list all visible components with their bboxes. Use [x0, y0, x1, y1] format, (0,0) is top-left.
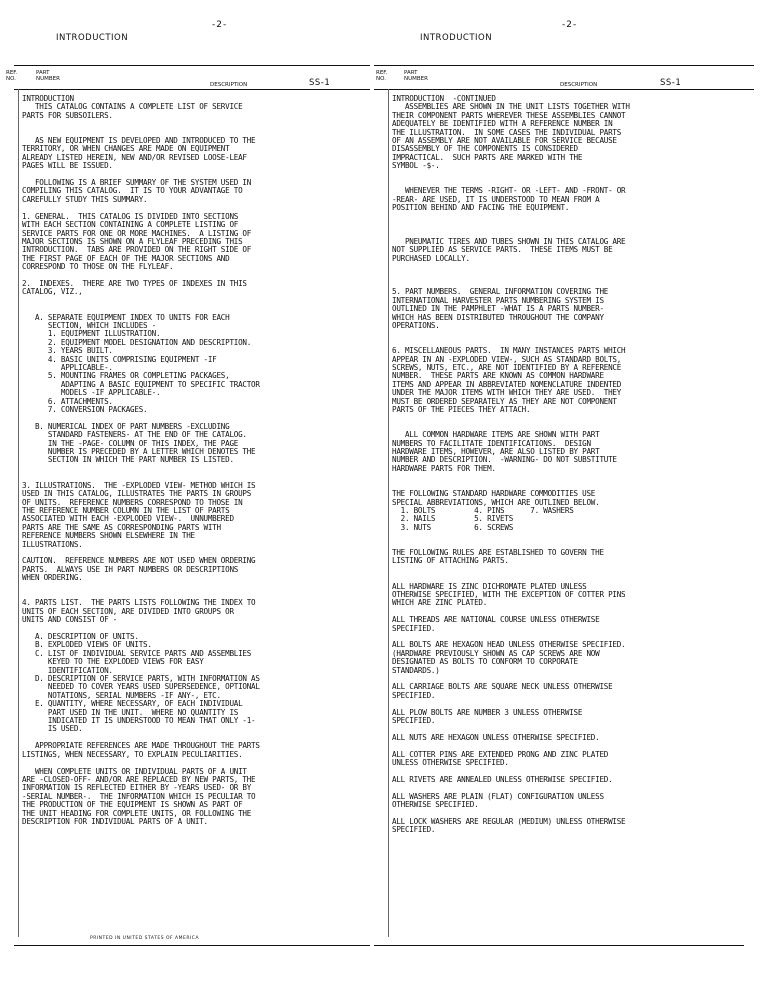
- page-number: -2-: [562, 20, 578, 30]
- column-rule: [388, 89, 389, 937]
- body-text: INTRODUCTION THIS CATALOG CONTAINS A COMPLETE LIST OF SERVICE PARTS FOR SUBSOILERS. AS NEW EQUIPMENT IS DEVELOPED AND INTRODUCED TO THE TERRITORY, OR WHEN CHANGES ARE MADE ON EQUIPMENT ALREADY LISTED HEREIN, NEW AND/OR REVISED LOOSE-LEAF PAGES WILL BE ISSUED. FOLLOWING IS A BRIEF SUMMARY OF THE SYSTEM USED IN COMPILING THIS CATALOG. IT IS TO YOUR ADVANTAGE TO CAREFULLY STUDY THIS SUMMARY. 1. GENERAL. THIS CATALOG IS DIVIDED INTO SECTIONS WITH EACH SECTION CONTAINING A COMPLETE LISTING OF SERVICE PARTS FOR ONE OR MORE MACHINES. A LISTING OF MAJOR SECTIONS IS SHOWN ON A FLYLEAF PRECEDING THIS INTRODUCTION. TABS ARE PROVIDED ON THE RIGHT SIDE OF THE FIRST PAGE OF EACH OF THE MAJOR SECTIONS AND CORRESPOND TO THOSE ON THE FLYLEAF. 2. INDEXES. THERE ARE TWO TYPES OF INDEXES IN THIS CATALOG, VIZ., A. SEPARATE EQUIPMENT INDEX TO UNITS FOR EACH SECTION, WHICH INCLUDES - 1. EQUIPMENT ILLUSTRATION. 2. EQUIPMENT MODEL DESIGNATION AND DESCRIPTION. 3. YEARS BUILT. 4. BASIC UNITS COMPRISING EQUIPMENT -IF APPLICABLE-. 5. MOUNTING FRAMES OR COMPLETING PACKAGES, ADAPTING A BASIC EQUIPMENT TO SPECIFIC TRACTOR MODELS -IF APPLICABLE-. 6. ATTACHMENTS. 7. CONVERSION PACKAGES. B. NUMERICAL INDEX OF PART NUMBERS -EXCLUDING STANDARD FASTENERS- AT THE END OF THE CATALOG. IN THE -PAGE- COLUMN OF THIS INDEX, THE PAGE NUMBER IS PRECEDED BY A LETTER WHICH DENOTES THE SECTION IN WHICH THE PART NUMBER IS LISTED. 3. ILLUSTRATIONS. THE -EXPLODED VIEW- METHOD WHICH IS USED IN THIS CATALOG, ILLUSTRATES THE PARTS IN GROUPS OF UNITS. REFERENCE NUMBERS CORRESPOND TO THOSE IN THE REFERENCE NUMBER COLUMN IN THE LIST OF PARTS ASSOCIATED WITH EACH -EXPLODED VIEW-. UNNUMBERED PARTS ARE THE SAME AS CORRESPONDING PARTS WITH REFERENCE NUMBERS SHOWN ELSEWHERE IN THE ILLUSTRATIONS. CAUTION. REFERENCE NUMBERS ARE NOT USED WHEN ORDERING PARTS. ALWAYS USE IH PART NUMBERS OR DESCRIPTIONS WHEN ORDERING. 4. PARTS LIST. THE PARTS LISTS FOLLOWING THE INDEX TO UNITS OF EACH SECTION, ARE DIVIDED INTO GROUPS OR UNITS AND CONSIST OF - A. DESCRIPTION OF UNITS. B. EXPLODED VIEWS OF UNITS. C. LIST OF INDIVIDUAL SERVICE PARTS AND ASSEMBLIES KEYED TO THE EXPLODED VIEWS FOR EASY IDENTIFICATION. D. DESCRIPTION OF SERVICE PARTS, WITH INFORMATION AS NEEDED TO COVER YEARS USED SUPERSEDENCE, OPTIONAL NOTATIONS, SERIAL NUMBERS -IF ANY-, ETC. E. QUANTITY, WHERE NECESSARY, OF EACH INDIVIDUAL PART USED IN THE UNIT. WHERE NO QUANTITY IS INDICATED IT IS UNDERSTOOD TO MEAN THAT ONLY -1- IS USED. APPROPRIATE REFERENCES ARE MADE THROUGHOUT THE PARTS LISTINGS, WHEN NECESSARY, TO EXPLAIN PECULIARITIES. WHEN COMPLETE UNITS OR INDIVIDUAL PARTS OF A UNIT ARE -CLOSED-OFF- AND/OR ARE REPLACED BY NEW PARTS, THE INFORMATION IS REFLECTED EITHER BY -YEARS USED- OR BY -SERIAL NUMBER-. THE INFORMATION WHICH IS PECULIAR TO THE PRODUCTION OF THE EQUIPMENT IS SHOWN AS PART OF THE UNIT HEADING FOR COMPLETE UNITS, OR FOLLOWING THE DESCRIPTION FOR INDIVIDUAL PARTS OF A UNIT.: [22, 94, 260, 826]
- column-rule: [18, 89, 19, 937]
- right-page: [376, 0, 756, 1000]
- part-number-header: PART NUMBER: [36, 70, 60, 82]
- description-header: DESCRIPTION: [210, 82, 248, 88]
- ss-header: SS-1: [309, 78, 331, 88]
- section-title: INTRODUCTION: [420, 33, 493, 43]
- ss-header: SS-1: [660, 78, 682, 88]
- printed-footer: PRINTED IN UNITED STATES OF AMERICA: [90, 936, 200, 941]
- footer-rule: [374, 945, 744, 946]
- left-page: [6, 0, 370, 1000]
- header-top-rule: [14, 65, 370, 66]
- part-number-header: PART NUMBER: [404, 70, 428, 82]
- ref-no-header: REF. NO.: [6, 70, 18, 82]
- ref-no-header: REF. NO.: [376, 70, 388, 82]
- body-text: INTRODUCTION -CONTINUED ASSEMBLIES ARE SHOWN IN THE UNIT LISTS TOGETHER WITH THEIR COMPONENT PARTS WHEREVER THESE ASSEMBLIES CANNOT ADEQUATELY BE IDENTIFIED WITH A REFERENCE NUMBER IN THE ILLUSTRATION. IN SOME CASES THE INDIVIDUAL PARTS OF AN ASSEMBLY ARE NOT AVAILABLE FOR SERVICE BECAUSE DISASSEMBLY OF THE COMPONENTS IS CONSIDERED IMPRACTICAL. SUCH PARTS ARE MARKED WITH THE SYMBOL -$-. WHENEVER THE TERMS -RIGHT- OR -LEFT- AND -FRONT- OR -REAR- ARE USED, IT IS UNDERSTOOD TO MEAN FROM A POSITION BEHIND AND FACING THE EQUIPMENT. PNEUMATIC TIRES AND TUBES SHOWN IN THIS CATALOG ARE NOT SUPPLIED AS SERVICE PARTS. THESE ITEMS MUST BE PURCHASED LOCALLY. 5. PART NUMBERS. GENERAL INFORMATION COVERING THE INTERNATIONAL HARVESTER PARTS NUMBERING SYSTEM IS OUTLINED IN THE PAMPHLET -WHAT IS A PARTS NUMBER- WHICH HAS BEEN DISTRIBUTED THROUGHOUT THE COMPANY OPERATIONS. 6. MISCELLANEOUS PARTS. IN MANY INSTANCES PARTS WHICH APPEAR IN AN -EXPLODED VIEW-, SUCH AS STANDARD BOLTS, SCREWS, NUTS, ETC., ARE NOT IDENTIFIED BY A REFERENCE NUMBER. THESE PARTS ARE KNOWN AS COMMON HARDWARE ITEMS AND APPEAR IN ABBREVIATED NOMENCLATURE INDENTED UNDER THE MAJOR ITEMS WITH WHICH THEY ARE USED. THEY MUST BE ORDERED SEPARATELY AS THEY ARE NOT COMPONENT PARTS OF THE PIECES THEY ATTACH. ALL COMMON HARDWARE ITEMS ARE SHOWN WITH PART NUMBERS TO FACILITATE IDENTIFICATIONS. DESIGN HARDWARE ITEMS, HOWEVER, ARE ALSO LISTED BY PART NUMBER AND DESCRIPTION. -WARNING- DO NOT SUBSTITUTE HARDWARE PARTS FOR THEM. THE FOLLOWING STANDARD HARDWARE COMMODITIES USE SPECIAL ABBREVIATIONS, WHICH ARE OUTLINED BELOW. 1. BOLTS 4. PINS 7. WASHERS 2. NAILS 5. RIVETS 3. NUTS 6. SCREWS THE FOLLOWING RULES ARE ESTABLISHED TO GOVERN THE LISTING OF ATTACHING PARTS. ALL HARDWARE IS ZINC DICHROMATE PLATED UNLESS OTHERWISE SPECIFIED, WITH THE EXCEPTION OF COTTER PINS WHICH ARE ZINC PLATED. ALL THREADS ARE NATIONAL COURSE UNLESS OTHERWISE SPECIFIED. ALL BOLTS ARE HEXAGON HEAD UNLESS OTHERWISE SPECIFIED. (HARDWARE PREVIOUSLY SHOWN AS CAP SCREWS ARE NOW DESIGNATED AS BOLTS TO CONFORM TO CORPORATE STANDARDS.) ALL CARRIAGE BOLTS ARE SQUARE NECK UNLESS OTHERWISE SPECIFIED. ALL PLOW BOLTS ARE NUMBER 3 UNLESS OTHERWISE SPECIFIED. ALL NUTS ARE HEXAGON UNLESS OTHERWISE SPECIFIED. ALL COTTER PINS ARE EXTENDED PRONG AND ZINC PLATED UNLESS OTHERWISE SPECIFIED. ALL RIVETS ARE ANNEALED UNLESS OTHERWISE SPECIFIED. ALL WASHERS ARE PLAIN (FLAT) CONFIGURATION UNLESS OTHERWISE SPECIFIED. ALL LOCK WASHERS ARE REGULAR (MEDIUM) UNLESS OTHERWISE SPECIFIED.: [392, 94, 630, 835]
- section-title: INTRODUCTION: [56, 33, 129, 43]
- description-header: DESCRIPTION: [560, 82, 598, 88]
- header-bottom-rule: [14, 89, 370, 90]
- header-bottom-rule: [374, 89, 754, 90]
- header-top-rule: [374, 65, 754, 66]
- footer-rule: [14, 945, 370, 946]
- page-number: -2-: [212, 20, 228, 30]
